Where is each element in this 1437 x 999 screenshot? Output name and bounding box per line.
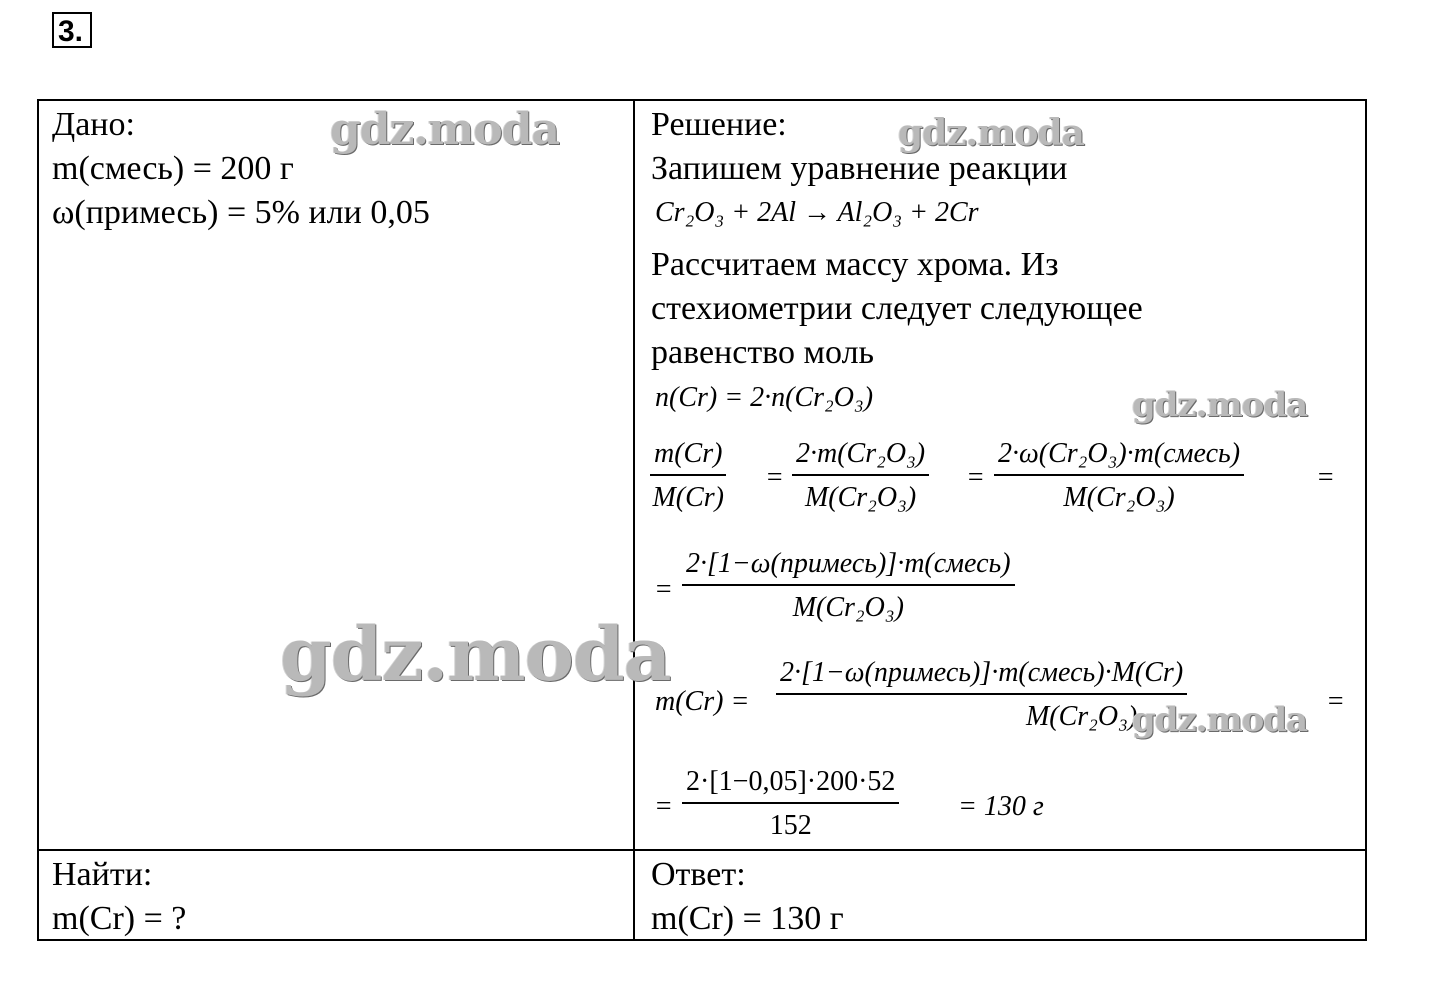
table-row-divider bbox=[37, 849, 1367, 851]
solution-text-1: Рассчитаем массу хрома. Из bbox=[651, 246, 1059, 283]
equals-sign: = bbox=[765, 462, 784, 493]
answer-title: Ответ: bbox=[651, 856, 746, 893]
reaction-equation: Cr₂O₃ + 2Al → Al₂O₃ + 2Cr bbox=[655, 197, 979, 228]
solution-text-3: равенство моль bbox=[651, 334, 875, 371]
fraction-numerator: 2·[1−ω(примесь)]·m(смесь) bbox=[682, 548, 1015, 586]
fraction-2m-cr2o3 bbox=[792, 438, 929, 514]
find-mass-cr: m(Cr) = ? bbox=[52, 900, 187, 937]
task-number: 3. bbox=[52, 12, 92, 48]
equals-sign: = bbox=[654, 574, 673, 605]
solution-intro: Запишем уравнение реакции bbox=[651, 150, 1068, 187]
mole-ratio-equation: n(Cr) = 2·n(Cr₂O₃) bbox=[655, 382, 874, 413]
fraction-m-cr bbox=[650, 438, 726, 514]
fraction-2-omega bbox=[994, 438, 1244, 514]
given-title: Дано: bbox=[52, 106, 135, 143]
fraction-numerator: 2·m(Cr₂O₃) bbox=[792, 438, 929, 476]
fraction-denominator: M(Cr₂O₃) bbox=[804, 482, 917, 513]
fraction-numeric bbox=[682, 766, 899, 842]
watermark: gdz.moda bbox=[1132, 385, 1308, 425]
find-title: Найти: bbox=[52, 856, 153, 893]
table-column-divider bbox=[633, 99, 635, 941]
equals-sign: = bbox=[966, 462, 985, 493]
given-impurity-fraction: ω(примесь) = 5% или 0,05 bbox=[52, 194, 430, 231]
numeric-result: = 130 г bbox=[958, 791, 1044, 822]
given-mass-mixture: m(смесь) = 200 г bbox=[52, 150, 294, 187]
watermark: gdz.moda bbox=[1132, 700, 1308, 740]
fraction-denominator: M(Cr₂O₃) bbox=[792, 592, 904, 623]
fraction-impurity bbox=[682, 548, 1015, 624]
fraction-numerator: 2·[1−0,05]·200·52 bbox=[682, 766, 899, 804]
watermark: gdz.moda bbox=[280, 612, 671, 698]
solution-text-2: стехиометрии следует следующее bbox=[651, 290, 1143, 327]
fraction-numerator: m(Cr) bbox=[650, 438, 726, 476]
fraction-numerator: 2·[1−ω(примесь)]·m(смесь)·M(Cr) bbox=[776, 657, 1187, 695]
watermark: gdz.moda bbox=[330, 104, 560, 155]
answer-value: m(Cr) = 130 г bbox=[651, 900, 844, 937]
solution-title: Решение: bbox=[651, 106, 787, 143]
equals-sign: = bbox=[654, 791, 673, 822]
fraction-denominator: M(Cr) bbox=[652, 482, 724, 513]
equals-sign: = bbox=[1316, 462, 1335, 493]
fraction-numerator: 2·ω(Cr₂O₃)·m(смесь) bbox=[994, 438, 1244, 476]
fraction-mass-cr-formula bbox=[776, 657, 1187, 733]
equals-sign: = bbox=[1326, 686, 1345, 717]
watermark: gdz.moda bbox=[898, 112, 1084, 154]
fraction-denominator: M(Cr₂O₃) bbox=[1063, 482, 1175, 513]
mass-cr-lhs: m(Cr) = bbox=[655, 686, 750, 717]
fraction-denominator: M(Cr₂O₃) bbox=[1025, 701, 1138, 732]
fraction-denominator: 152 bbox=[769, 810, 812, 841]
